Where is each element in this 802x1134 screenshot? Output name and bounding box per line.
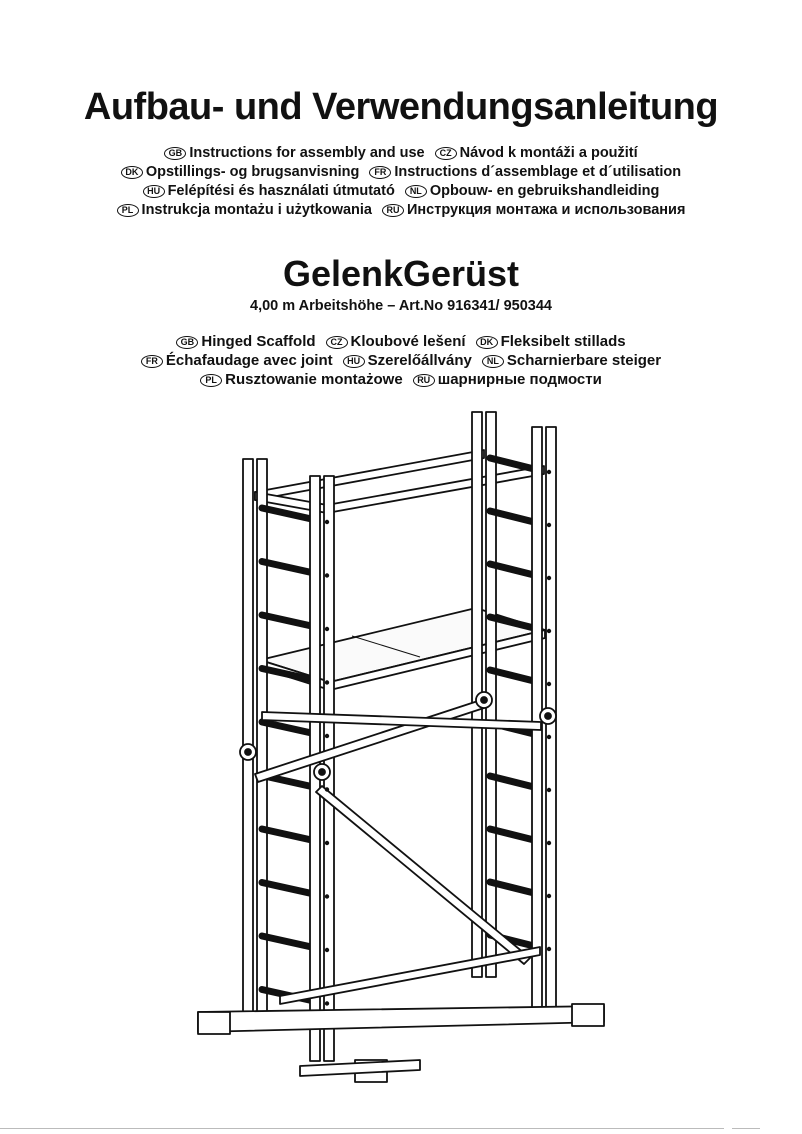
instruction_lines-text: Инструкция монтажа и использования xyxy=(406,202,686,218)
stabiliser-feet xyxy=(198,1004,604,1082)
instruction_lines-text: Instructions for assembly and use xyxy=(189,145,425,161)
language-badge: PL xyxy=(200,374,222,387)
rung xyxy=(262,615,316,627)
connector-dot xyxy=(325,841,329,845)
rung xyxy=(262,562,316,574)
upright-rear-left xyxy=(243,459,253,1019)
rung xyxy=(262,883,316,895)
product_name_lines-text: Hinged Scaffold xyxy=(201,333,316,350)
document-title: Aufbau- und Verwendungsanleitung xyxy=(83,86,719,128)
language-badge: RU xyxy=(413,374,435,387)
product_name_lines-text: Fleksibelt stillads xyxy=(500,333,626,350)
rung xyxy=(262,722,316,734)
instruction_lines-text: Instructions d´assemblage et d´utilisation xyxy=(394,164,682,180)
language-badge: CZ xyxy=(326,336,348,349)
rung xyxy=(490,829,538,841)
connector-dot xyxy=(325,573,329,577)
language-badge: NL xyxy=(482,355,504,368)
language-badge: GB xyxy=(164,147,186,160)
language-badge: RU xyxy=(382,204,404,217)
language-badge: FR xyxy=(369,166,391,179)
product_name_lines-text: Rusztowanie montażowe xyxy=(225,371,403,388)
diagonal-brace xyxy=(316,786,530,964)
footer-rule-end xyxy=(732,1128,760,1129)
language-badge: PL xyxy=(117,204,139,217)
product_name_lines-text: Kloubové lešení xyxy=(350,333,466,350)
connector-dot xyxy=(547,523,551,527)
rung xyxy=(490,670,538,682)
connector-dot xyxy=(325,627,329,631)
instruction_lines-text: Felépítési és használati útmutató xyxy=(167,183,395,199)
product_name_lines-text: Szerelőállvány xyxy=(367,352,472,369)
instruction_lines-text: Návod k montáži a použití xyxy=(459,145,638,161)
rung xyxy=(262,829,316,841)
connector-dot xyxy=(547,682,551,686)
connector-dot xyxy=(547,947,551,951)
connector-dot xyxy=(325,1001,329,1005)
product_name_lines-text: Scharnierbare steiger xyxy=(506,352,662,369)
connector-dot xyxy=(547,894,551,898)
rung xyxy=(490,511,538,523)
connector-dot xyxy=(547,470,551,474)
rung xyxy=(490,882,538,894)
language-badge: HU xyxy=(143,185,165,198)
connector-dot xyxy=(325,894,329,898)
connector-dot xyxy=(547,629,551,633)
connector-dot xyxy=(325,734,329,738)
connector-dot xyxy=(325,948,329,952)
product-subtitle: 4,00 m Arbeitshöhe – Art.No 916341/ 950344 xyxy=(250,298,552,314)
product-name: GelenkGerüst xyxy=(282,253,520,294)
connector-dot xyxy=(325,787,329,791)
connector-dot xyxy=(325,520,329,524)
language-badge: HU xyxy=(343,355,365,368)
rung xyxy=(490,564,538,576)
rung xyxy=(262,936,316,948)
language-badge: NL xyxy=(405,185,427,198)
rung xyxy=(490,458,538,470)
connector-dot xyxy=(325,680,329,684)
product_name_lines-text: шарнирные подмости xyxy=(437,371,602,388)
product_name_lines-text: Échafaudage avec joint xyxy=(165,352,333,369)
instruction_lines-text: Opbouw- en gebruikshandleiding xyxy=(429,183,660,199)
connector-dot xyxy=(547,841,551,845)
connector-dot xyxy=(547,576,551,580)
language-badge: FR xyxy=(141,355,163,368)
language-badge: CZ xyxy=(435,147,457,160)
instruction_lines-text: Instrukcja montażu i użytkowania xyxy=(141,202,372,218)
language-badge: DK xyxy=(121,166,143,179)
rung xyxy=(490,776,538,788)
connector-dot xyxy=(547,735,551,739)
footer-rule xyxy=(0,1128,724,1129)
connector-dot xyxy=(547,788,551,792)
language-badge: GB xyxy=(176,336,198,349)
language-badge: DK xyxy=(476,336,498,349)
instruction_lines-text: Opstillings- og brugsanvisning xyxy=(145,164,360,180)
